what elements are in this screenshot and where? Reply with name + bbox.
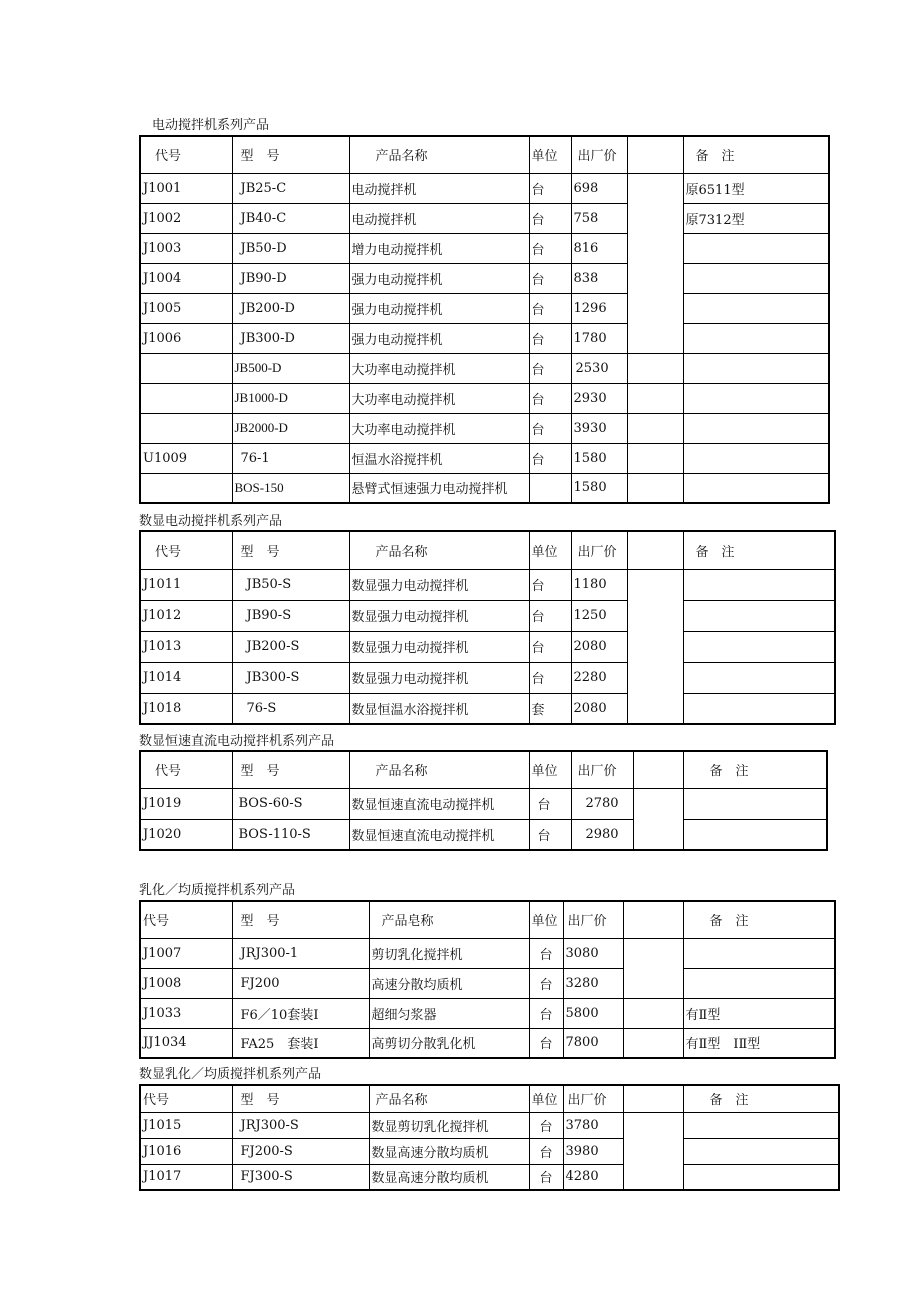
- header-notes: 备 注: [683, 1085, 839, 1112]
- table-row: [140, 998, 835, 1028]
- cell-name: 恒温水浴搅拌机: [349, 443, 529, 473]
- header-unit: 单位: [529, 751, 571, 788]
- cell-price: 838: [571, 263, 627, 293]
- header-unit: 单位: [529, 531, 571, 569]
- table-row: [140, 693, 835, 724]
- cell-notes: [683, 788, 827, 819]
- cell-blank: [627, 413, 683, 443]
- cell-notes: [683, 383, 829, 413]
- cell-model: JB90-D: [232, 263, 349, 293]
- cell-price: 4280: [563, 1164, 623, 1190]
- cell-blank: [627, 173, 683, 353]
- cell-model: JB200-D: [232, 293, 349, 323]
- header-price: 出厂价: [571, 531, 627, 569]
- cell-notes: 原6511型: [683, 173, 829, 203]
- cell-notes: [683, 819, 827, 850]
- cell-notes: [683, 473, 829, 503]
- section-title: 乳化／均质搅拌机系列产品: [139, 883, 296, 898]
- table-row: [140, 473, 829, 503]
- cell-notes: [683, 323, 829, 353]
- cell-notes: 有Ⅱ型 ⅠⅡ型: [683, 1028, 835, 1058]
- product-table: [139, 135, 830, 504]
- cell-price: 2530: [571, 353, 627, 383]
- table-row: [140, 819, 827, 850]
- cell-price: 5800: [563, 998, 623, 1028]
- cell-notes: [683, 1138, 839, 1164]
- header-model: 型 号: [232, 901, 369, 938]
- cell-price: 2280: [571, 662, 627, 693]
- cell-model: JB50-D: [232, 233, 349, 263]
- cell-unit: 台: [529, 1112, 563, 1138]
- table-row: [140, 938, 835, 968]
- table-header-row: [140, 751, 827, 788]
- cell-unit: 台: [529, 443, 571, 473]
- header-unit: 单位: [529, 136, 571, 173]
- cell-code: [140, 413, 232, 443]
- cell-model: JB500-D: [232, 353, 349, 383]
- cell-model: 76-1: [232, 443, 349, 473]
- header-blank: [633, 751, 683, 788]
- cell-code: J1033: [140, 998, 232, 1028]
- header-name: 产品名称: [369, 1085, 529, 1112]
- table-row: [140, 293, 829, 323]
- table-row: [140, 233, 829, 263]
- cell-name: 强力电动搅拌机: [349, 293, 529, 323]
- cell-unit: 台: [529, 323, 571, 353]
- cell-model: JB90-S: [232, 600, 349, 631]
- cell-unit: 台: [529, 353, 571, 383]
- header-name: 产品皂称: [369, 901, 529, 938]
- header-model: 型 号: [232, 1085, 369, 1112]
- cell-model: JRJ300-1: [232, 938, 369, 968]
- cell-notes: [683, 938, 835, 968]
- cell-notes: [683, 293, 829, 323]
- cell-unit: 台: [529, 788, 571, 819]
- cell-unit: 台: [529, 293, 571, 323]
- cell-unit: 台: [529, 569, 571, 600]
- cell-price: 1580: [571, 473, 627, 503]
- cell-unit: 台: [529, 1028, 563, 1058]
- cell-price: 2780: [571, 788, 633, 819]
- cell-blank: [627, 569, 683, 724]
- header-code: 代号: [140, 136, 232, 173]
- table-row: [140, 413, 829, 443]
- cell-model: JB1000-D: [232, 383, 349, 413]
- cell-code: JJ1034: [140, 1028, 232, 1058]
- header-price: 出厂价: [563, 1085, 623, 1112]
- cell-price: 2080: [571, 693, 627, 724]
- cell-notes: [683, 631, 835, 662]
- cell-price: 3980: [563, 1138, 623, 1164]
- cell-notes: [683, 1112, 839, 1138]
- table-row: [140, 383, 829, 413]
- table-row: [140, 323, 829, 353]
- header-notes: 备 注: [683, 751, 827, 788]
- header-code: 代号: [140, 531, 232, 569]
- cell-name: 数显恒温水浴搅拌机: [349, 693, 529, 724]
- cell-price: 758: [571, 203, 627, 233]
- cell-price: 1580: [571, 443, 627, 473]
- cell-code: J1008: [140, 968, 232, 998]
- cell-notes: [683, 968, 835, 998]
- cell-blank: [627, 383, 683, 413]
- cell-name: 电动搅拌机: [349, 203, 529, 233]
- cell-model: JB50-S: [232, 569, 349, 600]
- cell-model: FA25 套装I: [232, 1028, 369, 1058]
- cell-price: 2080: [571, 631, 627, 662]
- cell-name: 剪切乳化搅拌机: [369, 938, 529, 968]
- header-blank: [627, 531, 683, 569]
- cell-model: 76-S: [232, 693, 349, 724]
- cell-price: 3780: [563, 1112, 623, 1138]
- header-notes: 备 注: [683, 531, 835, 569]
- cell-notes: [683, 600, 835, 631]
- table-row: [140, 631, 835, 662]
- cell-name: 悬臂式恒速强力电动搅拌机: [349, 473, 529, 503]
- cell-model: FJ200-S: [232, 1138, 369, 1164]
- cell-name: 数显高速分散均质机: [369, 1138, 529, 1164]
- cell-price: 2980: [571, 819, 633, 850]
- table-row: [140, 1164, 839, 1190]
- header-notes: 备 注: [683, 901, 835, 938]
- cell-code: J1005: [140, 293, 232, 323]
- table-row: [140, 1028, 835, 1058]
- cell-name: 数显恒速直流电动搅拌机: [349, 819, 529, 850]
- cell-code: [140, 383, 232, 413]
- product-table: [139, 1084, 840, 1191]
- cell-notes: [683, 1164, 839, 1190]
- cell-name: 大功率电动搅拌机: [349, 413, 529, 443]
- cell-notes: [683, 413, 829, 443]
- product-table: [139, 900, 836, 1059]
- cell-code: J1002: [140, 203, 232, 233]
- cell-notes: 有Ⅱ型: [683, 998, 835, 1028]
- cell-model: JB200-S: [232, 631, 349, 662]
- section-title: 数显电动搅拌机系列产品: [139, 514, 283, 529]
- cell-name: 数显剪切乳化搅拌机: [369, 1112, 529, 1138]
- cell-name: 增力电动搅拌机: [349, 233, 529, 263]
- cell-unit: 台: [529, 203, 571, 233]
- cell-blank: [623, 938, 683, 998]
- cell-price: 3930: [571, 413, 627, 443]
- cell-price: 1296: [571, 293, 627, 323]
- header-name: 产品名称: [349, 531, 529, 569]
- cell-price: 1780: [571, 323, 627, 353]
- table-row: [140, 443, 829, 473]
- section-title: 数显恒速直流电动搅拌机系列产品: [139, 734, 335, 749]
- cell-code: J1013: [140, 631, 232, 662]
- cell-blank: [623, 1112, 683, 1190]
- cell-name: 强力电动搅拌机: [349, 323, 529, 353]
- cell-notes: [683, 693, 835, 724]
- cell-unit: 台: [529, 938, 563, 968]
- cell-price: 2930: [571, 383, 627, 413]
- cell-unit: 台: [529, 233, 571, 263]
- table-header-row: [140, 136, 829, 173]
- cell-unit: 套: [529, 693, 571, 724]
- cell-code: J1014: [140, 662, 232, 693]
- header-name: 产品名称: [349, 136, 529, 173]
- cell-name: 超细匀浆器: [369, 998, 529, 1028]
- cell-code: J1006: [140, 323, 232, 353]
- cell-unit: 台: [529, 968, 563, 998]
- cell-notes: 原7312型: [683, 203, 829, 233]
- header-code: 代号: [140, 1085, 232, 1112]
- header-blank: [627, 136, 683, 173]
- cell-code: J1004: [140, 263, 232, 293]
- cell-blank: [623, 998, 683, 1028]
- cell-unit: 台: [529, 173, 571, 203]
- cell-code: U1009: [140, 443, 232, 473]
- header-model: 型 号: [232, 751, 349, 788]
- section-title: 电动搅拌机系列产品: [152, 118, 270, 133]
- cell-code: [140, 353, 232, 383]
- cell-code: J1001: [140, 173, 232, 203]
- cell-code: J1020: [140, 819, 232, 850]
- header-model: 型 号: [232, 136, 349, 173]
- cell-model: JB40-C: [232, 203, 349, 233]
- cell-unit: 台: [529, 1164, 563, 1190]
- cell-model: BOS-110-S: [232, 819, 349, 850]
- cell-code: J1012: [140, 600, 232, 631]
- cell-blank: [623, 1028, 683, 1058]
- cell-code: J1007: [140, 938, 232, 968]
- cell-unit: 台: [529, 1138, 563, 1164]
- table-header-row: [140, 531, 835, 569]
- cell-model: FJ200: [232, 968, 369, 998]
- cell-unit: 台: [529, 819, 571, 850]
- cell-price: 1180: [571, 569, 627, 600]
- header-price: 出厂价: [571, 751, 633, 788]
- cell-model: JRJ300-S: [232, 1112, 369, 1138]
- cell-code: [140, 473, 232, 503]
- table-row: [140, 569, 835, 600]
- cell-price: 698: [571, 173, 627, 203]
- cell-unit: 台: [529, 631, 571, 662]
- header-unit: 单位: [529, 901, 563, 938]
- cell-name: 大功率电动搅拌机: [349, 383, 529, 413]
- cell-name: 高剪切分散乳化机: [369, 1028, 529, 1058]
- cell-name: 强力电动搅拌机: [349, 263, 529, 293]
- header-code: 代号: [140, 751, 232, 788]
- table-row: [140, 662, 835, 693]
- table-row: [140, 263, 829, 293]
- cell-price: 1250: [571, 600, 627, 631]
- table-row: [140, 600, 835, 631]
- table-row: [140, 1112, 839, 1138]
- cell-name: 大功率电动搅拌机: [349, 353, 529, 383]
- cell-model: FJ300-S: [232, 1164, 369, 1190]
- cell-model: BOS-150: [232, 473, 349, 503]
- header-name: 产品名称: [349, 751, 529, 788]
- cell-blank: [627, 473, 683, 503]
- cell-unit: 台: [529, 662, 571, 693]
- cell-name: 电动搅拌机: [349, 173, 529, 203]
- cell-name: 高速分散均质机: [369, 968, 529, 998]
- header-price: 出厂价: [571, 136, 627, 173]
- cell-code: J1016: [140, 1138, 232, 1164]
- cell-notes: [683, 443, 829, 473]
- cell-model: F6／10套装I: [232, 998, 369, 1028]
- cell-notes: [683, 662, 835, 693]
- section-title: 数显乳化／均质搅拌机系列产品: [139, 1067, 322, 1082]
- cell-unit: 台: [529, 383, 571, 413]
- cell-price: 7800: [563, 1028, 623, 1058]
- cell-notes: [683, 233, 829, 263]
- table-header-row: [140, 1085, 839, 1112]
- header-notes: 备 注: [683, 136, 829, 173]
- product-table: [139, 750, 828, 851]
- cell-unit: 台: [529, 413, 571, 443]
- cell-unit: 台: [529, 600, 571, 631]
- header-model: 型 号: [232, 531, 349, 569]
- header-price: 出厂价: [563, 901, 623, 938]
- table-row: [140, 788, 827, 819]
- cell-code: J1019: [140, 788, 232, 819]
- cell-notes: [683, 569, 835, 600]
- cell-name: 数显强力电动搅拌机: [349, 569, 529, 600]
- cell-unit: 台: [529, 998, 563, 1028]
- table-row: [140, 1138, 839, 1164]
- product-table: [139, 530, 836, 725]
- cell-name: 数显高速分散均质机: [369, 1164, 529, 1190]
- cell-unit: 台: [529, 263, 571, 293]
- cell-code: J1003: [140, 233, 232, 263]
- cell-name: 数显恒速直流电动搅拌机: [349, 788, 529, 819]
- cell-model: BOS-60-S: [232, 788, 349, 819]
- cell-notes: [683, 263, 829, 293]
- cell-blank: [627, 443, 683, 473]
- cell-price: 816: [571, 233, 627, 263]
- cell-notes: [683, 353, 829, 383]
- header-blank: [623, 901, 683, 938]
- header-blank: [623, 1085, 683, 1112]
- cell-price: 3280: [563, 968, 623, 998]
- header-code: 代号: [140, 901, 232, 938]
- cell-unit: [529, 473, 571, 503]
- header-unit: 单位: [529, 1085, 563, 1112]
- cell-name: 数显强力电动搅拌机: [349, 600, 529, 631]
- table-row: [140, 353, 829, 383]
- table-row: [140, 203, 829, 233]
- cell-model: JB25-C: [232, 173, 349, 203]
- cell-model: JB300-S: [232, 662, 349, 693]
- table-row: [140, 173, 829, 203]
- cell-model: JB300-D: [232, 323, 349, 353]
- table-header-row: [140, 901, 835, 938]
- table-row: [140, 968, 835, 998]
- cell-model: JB2000-D: [232, 413, 349, 443]
- cell-code: J1018: [140, 693, 232, 724]
- cell-blank: [627, 353, 683, 383]
- cell-code: J1017: [140, 1164, 232, 1190]
- cell-code: J1015: [140, 1112, 232, 1138]
- cell-blank: [633, 788, 683, 850]
- cell-price: 3080: [563, 938, 623, 968]
- cell-name: 数显强力电动搅拌机: [349, 662, 529, 693]
- cell-code: J1011: [140, 569, 232, 600]
- cell-name: 数显强力电动搅拌机: [349, 631, 529, 662]
